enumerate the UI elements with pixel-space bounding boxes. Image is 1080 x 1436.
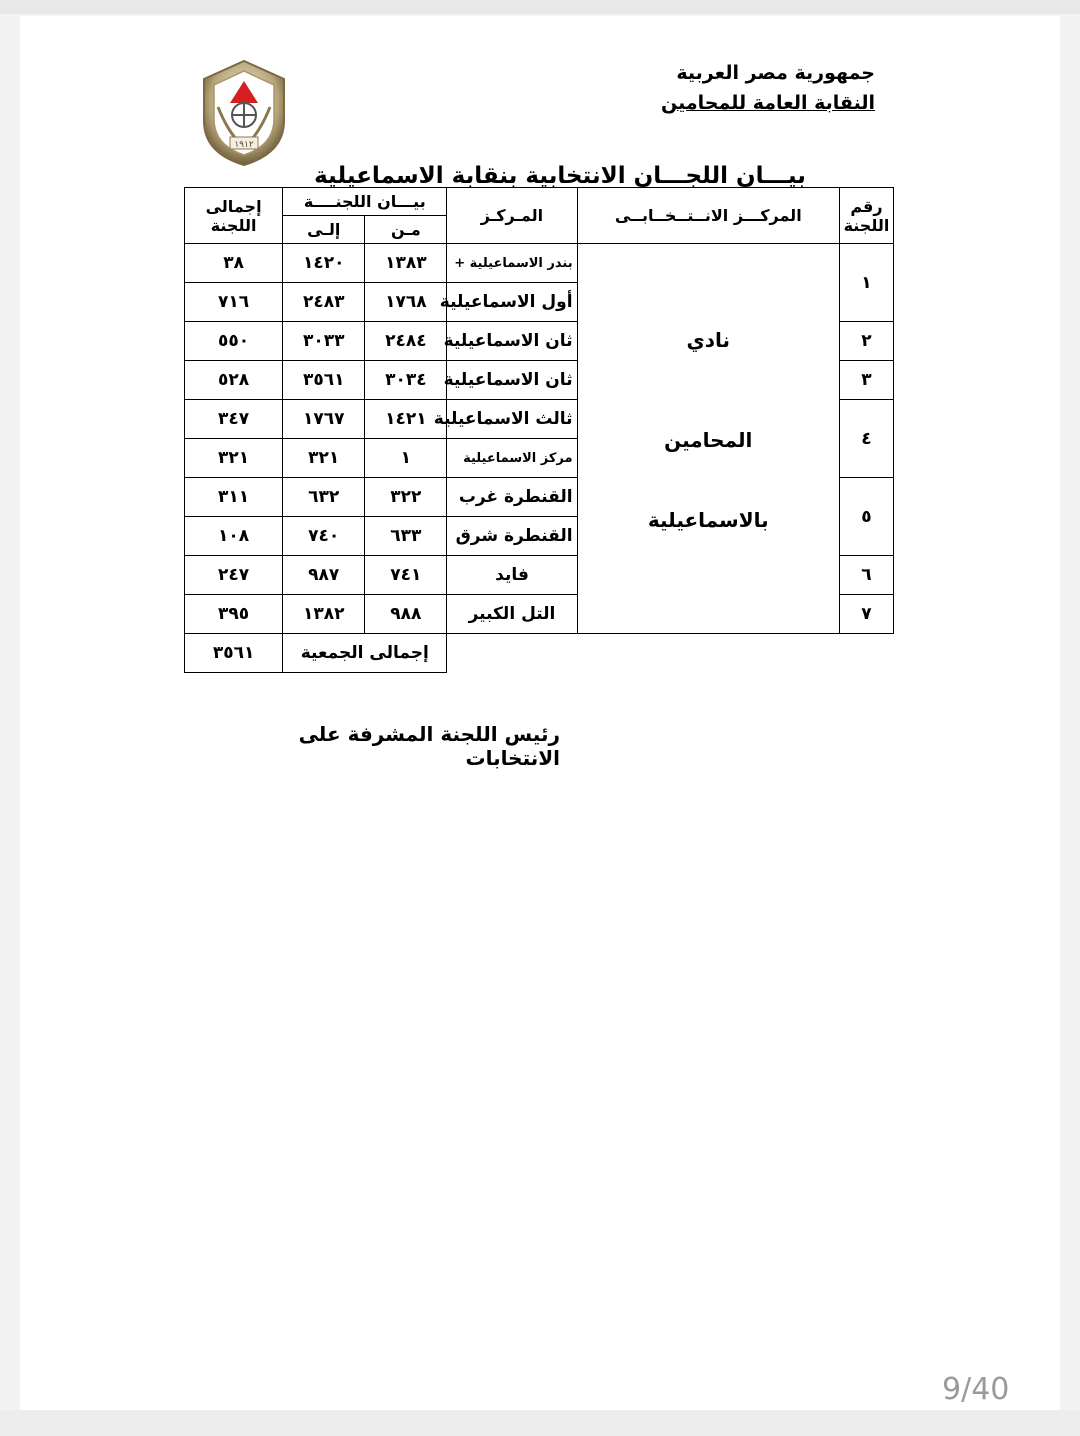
total-value: ١٠٨ bbox=[185, 517, 283, 556]
signature-line: رئيس اللجنة المشرفة على الانتخابات bbox=[298, 722, 560, 770]
total-value: ٥٢٨ bbox=[185, 361, 283, 400]
from-value: ٧٤١ bbox=[365, 556, 447, 595]
from-value: ١٣٨٣ bbox=[365, 244, 447, 283]
syndicate-name: النقابة العامة للمحامين bbox=[661, 92, 875, 114]
table-row bbox=[185, 244, 894, 283]
committee-number: ١ bbox=[839, 244, 893, 322]
country-name: جمهورية مصر العربية bbox=[676, 62, 875, 84]
total-value: ٣٤٧ bbox=[185, 400, 283, 439]
center-name: فايد bbox=[447, 556, 577, 595]
to-value: ١٤٢٠ bbox=[283, 244, 365, 283]
document-header bbox=[555, 58, 875, 118]
electoral-center-word: نادي bbox=[686, 328, 731, 352]
to-value: ١٣٨٢ bbox=[283, 595, 365, 634]
header-to: إلـى bbox=[283, 216, 365, 244]
electoral-center-word: بالاسماعيلية bbox=[647, 508, 769, 532]
total-value: ٥٥٠ bbox=[185, 322, 283, 361]
to-value: ١٧٦٧ bbox=[283, 400, 365, 439]
committee-number: ٤ bbox=[839, 400, 893, 478]
logo-year: ١٩١٢ bbox=[234, 140, 254, 150]
to-value: ٩٨٧ bbox=[283, 556, 365, 595]
total-value: ٣١١ bbox=[185, 478, 283, 517]
total-value: ٣٢١ bbox=[185, 439, 283, 478]
committee-number: ٧ bbox=[839, 595, 893, 634]
center-name: ثالث الاسماعيلية bbox=[447, 400, 577, 439]
total-value: ٣٨ bbox=[185, 244, 283, 283]
from-value: ٦٣٣ bbox=[365, 517, 447, 556]
total-value: ٣٩٥ bbox=[185, 595, 283, 634]
grand-total-value: ٣٥٦١ bbox=[185, 634, 283, 673]
committee-number: ٦ bbox=[839, 556, 893, 595]
grand-total-label: إجمالى الجمعية bbox=[283, 634, 447, 673]
from-value: ١٤٢١ bbox=[365, 400, 447, 439]
from-value: ٣٠٣٤ bbox=[365, 361, 447, 400]
from-value: ٩٨٨ bbox=[365, 595, 447, 634]
to-value: ٢٤٨٣ bbox=[283, 283, 365, 322]
header-committee-total: إجمالى اللجنة bbox=[185, 188, 283, 244]
document-title: بيـــان اللجـــان الانتخابية بنقابة الاسماعيلية bbox=[314, 163, 806, 189]
center-name: ثان الاسماعيلية bbox=[447, 361, 577, 400]
header-electoral-center: المركـــز الانــتــخــابــى bbox=[577, 188, 839, 244]
center-name: بندر الاسماعيلية + bbox=[447, 244, 577, 283]
electoral-center-cell bbox=[577, 244, 839, 634]
committees-table bbox=[184, 187, 894, 673]
header-committee-number: رقم اللجنة bbox=[839, 188, 893, 244]
top-bar bbox=[0, 0, 1080, 14]
committee-number: ٢ bbox=[839, 322, 893, 361]
header-center: المـركـز bbox=[447, 188, 577, 244]
center-name: أول الاسماعيلية bbox=[447, 283, 577, 322]
committee-number: ٥ bbox=[839, 478, 893, 556]
to-value: ٣٢١ bbox=[283, 439, 365, 478]
center-name: ثان الاسماعيلية bbox=[447, 322, 577, 361]
grand-total-row bbox=[185, 634, 894, 673]
header-committee-statement: بيـــان اللجنــــة bbox=[283, 188, 447, 216]
from-value: ١٧٦٨ bbox=[365, 283, 447, 322]
center-name: القنطرة غرب bbox=[447, 478, 577, 517]
center-name: التل الكبير bbox=[447, 595, 577, 634]
to-value: ٣٥٦١ bbox=[283, 361, 365, 400]
total-value: ٧١٦ bbox=[185, 283, 283, 322]
from-value: ٢٤٨٤ bbox=[365, 322, 447, 361]
to-value: ٦٣٢ bbox=[283, 478, 365, 517]
page-indicator: 9/40 bbox=[942, 1372, 1010, 1407]
to-value: ٧٤٠ bbox=[283, 517, 365, 556]
center-name: القنطرة شرق bbox=[447, 517, 577, 556]
committee-number: ٣ bbox=[839, 361, 893, 400]
electoral-center-word: المحامين bbox=[664, 428, 753, 452]
from-value: ٣٢٢ bbox=[365, 478, 447, 517]
center-name: مركز الاسماعيلية bbox=[447, 439, 577, 478]
from-value: ١ bbox=[365, 439, 447, 478]
syndicate-logo bbox=[196, 57, 292, 169]
header-from: مـن bbox=[365, 216, 447, 244]
total-value: ٢٤٧ bbox=[185, 556, 283, 595]
bottom-bar bbox=[0, 1410, 1080, 1436]
to-value: ٣٠٣٣ bbox=[283, 322, 365, 361]
